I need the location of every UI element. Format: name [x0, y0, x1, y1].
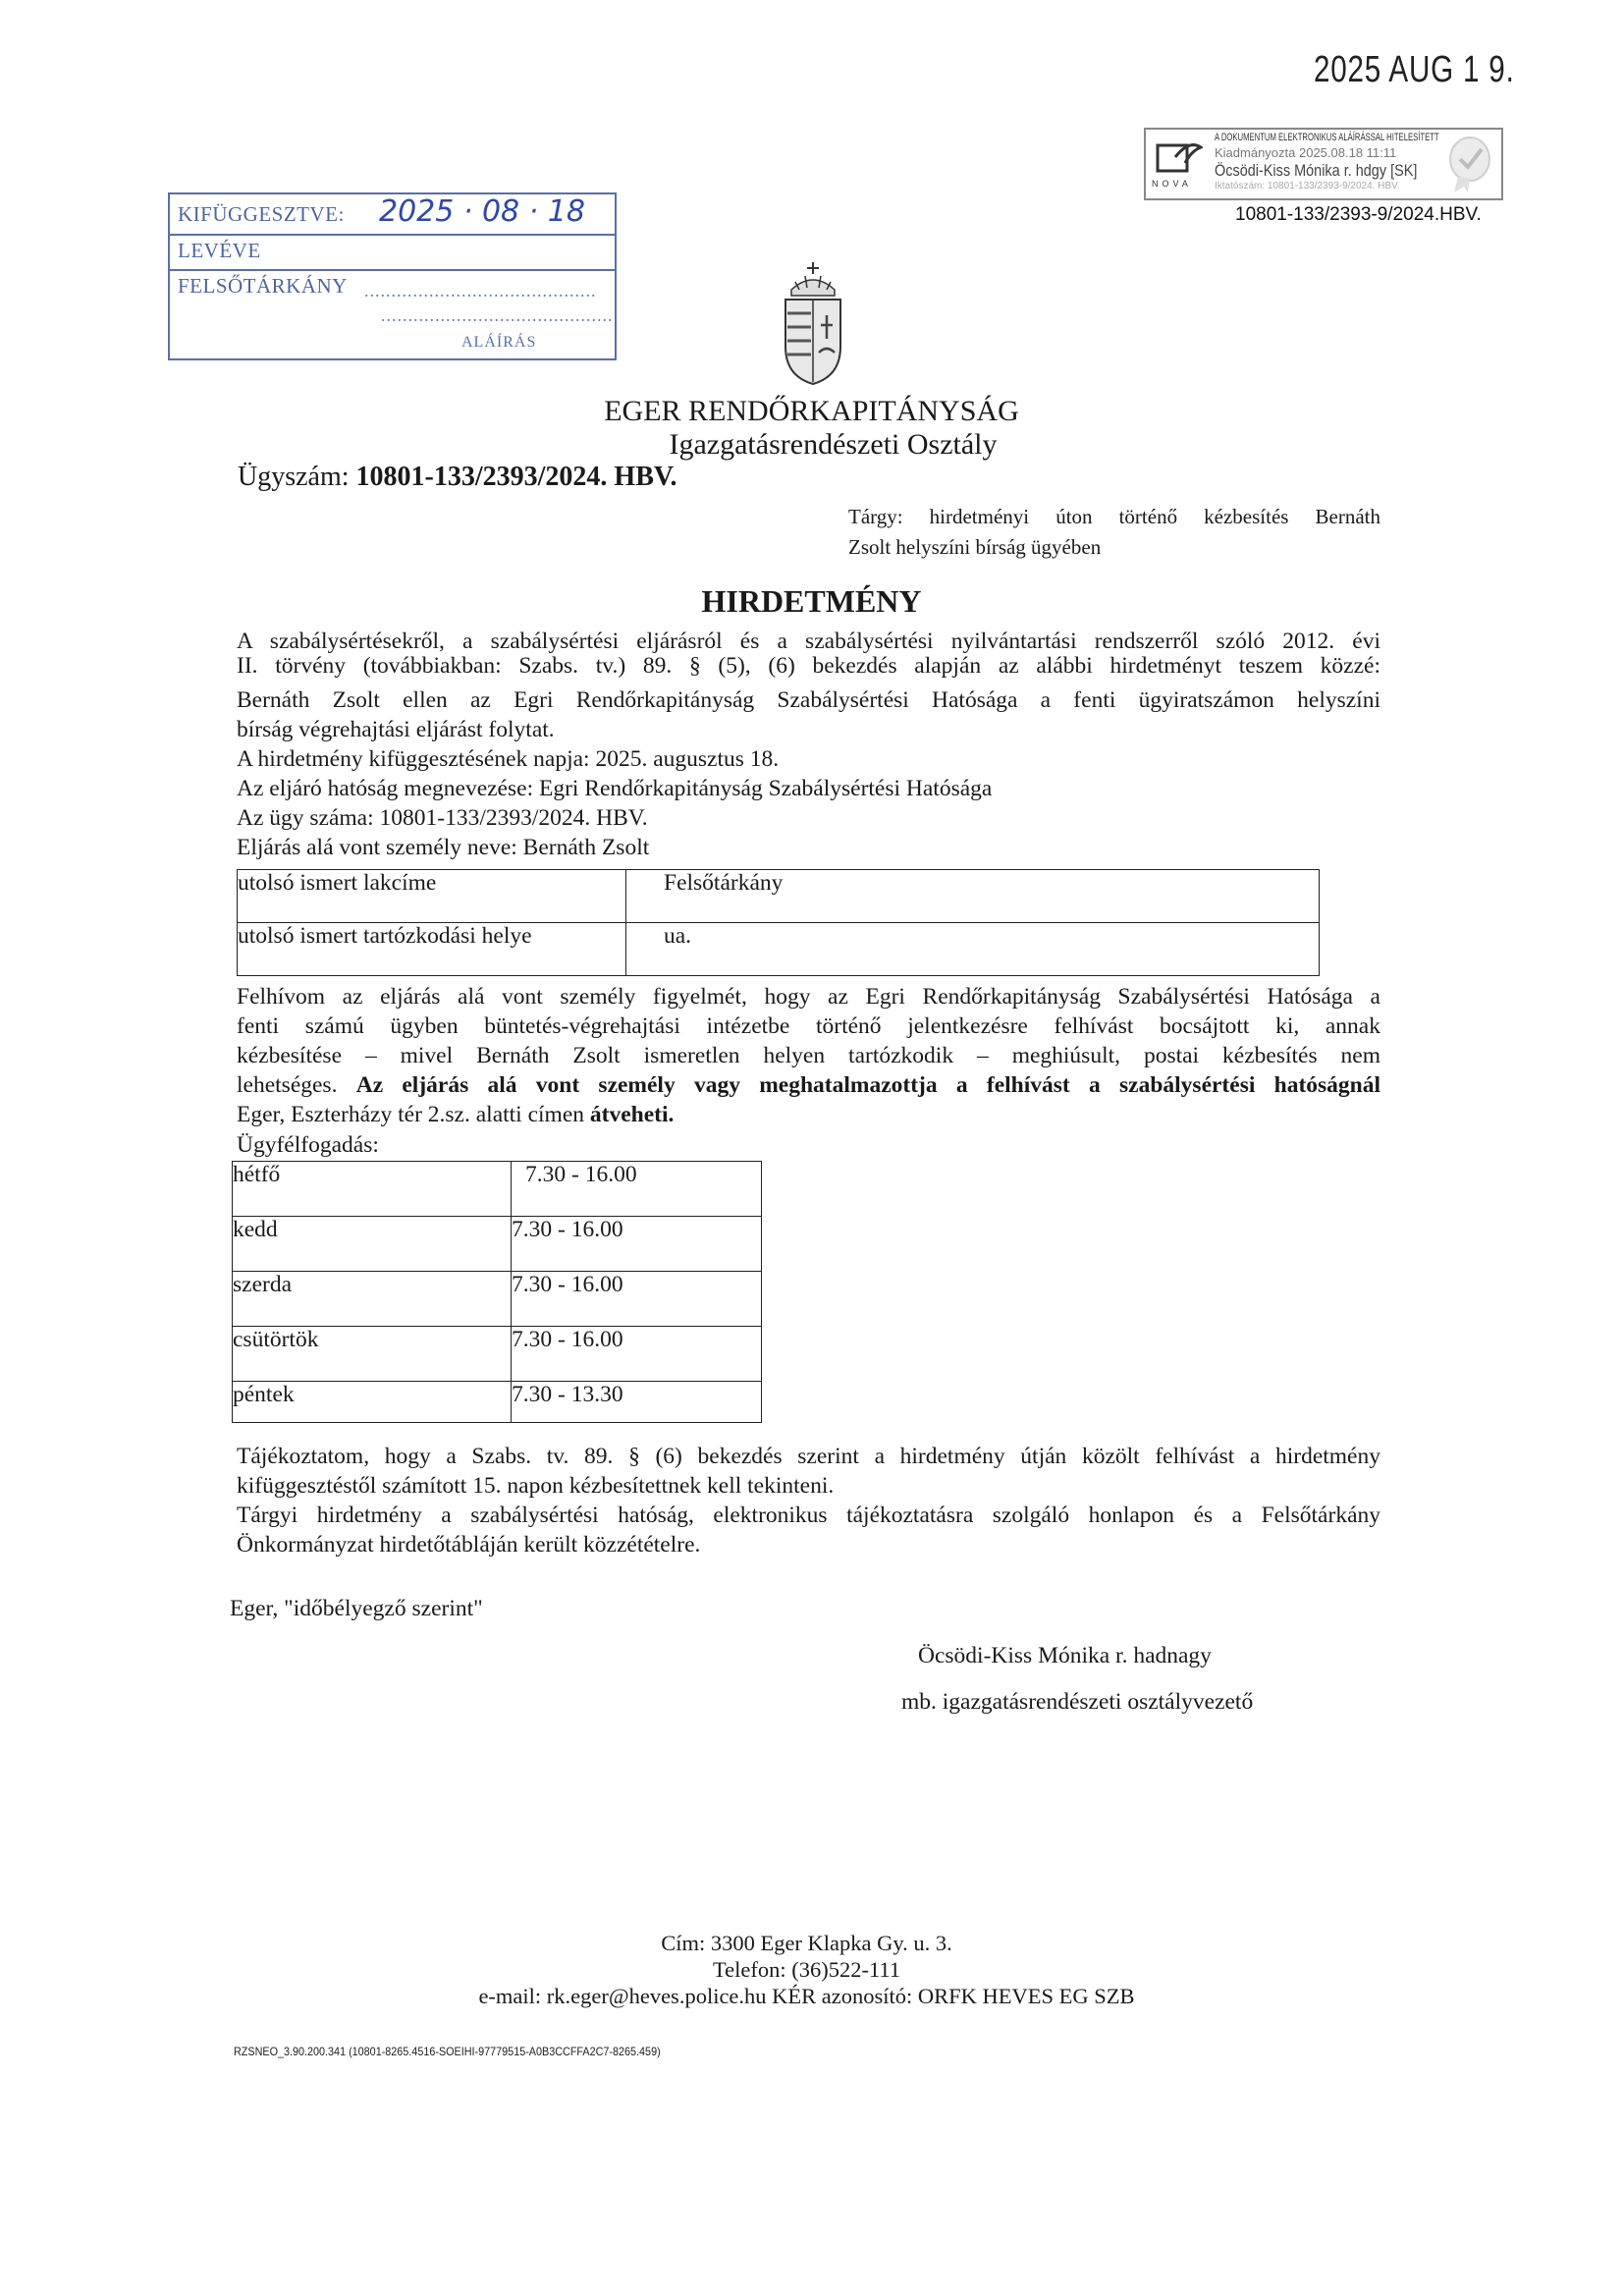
day-cell: kedd: [233, 1217, 512, 1272]
time-cell: 7.30 - 16.00: [512, 1162, 762, 1217]
notice-line-5-plain: Eger, Eszterházy tér 2.sz. alatti címen: [237, 1102, 585, 1127]
day-cell: szerda: [233, 1272, 512, 1327]
office-hours-table: [232, 1161, 762, 1423]
posting-stamp: [168, 192, 617, 360]
notice-line-4-bold: Az eljárás alá vont személy vagy meghatalmazottja a felhívást a szabálysértési hatóságnál: [355, 1072, 1381, 1098]
time-cell: 7.30 - 16.00: [512, 1217, 762, 1272]
municipality-dots: ...........................................: [364, 281, 597, 301]
document-reference-number: 10801-133/2393-9/2024.HBV.: [1235, 204, 1482, 225]
municipality-label: FELSŐTÁRKÁNY: [178, 274, 348, 298]
authority-name: Az eljáró hatóság megnevezése: Egri Rendőrkapitányság Szabálysértési Hatósága: [237, 776, 993, 801]
posting-date: A hirdetmény kifüggesztésének napja: 2025. augusztus 18.: [237, 746, 780, 772]
subject-line-1: Tárgy: hirdetményi úton történő kézbesítés Bernáth: [848, 505, 1380, 528]
table-row: [233, 1382, 762, 1423]
case-number-text: Az ügy száma: 10801-133/2393/2024. HBV.: [237, 805, 648, 831]
address-table: [237, 869, 1320, 976]
closing-line-1: Tájékoztatom, hogy a Szabs. tv. 89. § (6) bekezdés szerint a hirdetmény útján közölt felhívást a hirdetmény: [237, 1444, 1380, 1469]
subject-line-2: Zsolt helyszíni bírság ügyében: [848, 535, 1102, 559]
day-cell: hétfő: [233, 1162, 512, 1217]
signature-label: ALÁÍRÁS: [461, 334, 537, 351]
notice-line-4-plain: lehetséges.: [237, 1072, 338, 1098]
esignature-line-4: Iktatószám: 10801-133/2393-9/2024. HBV.: [1215, 181, 1400, 191]
table-row: [233, 1162, 762, 1217]
place-and-date: Eger, "időbélyegző szerint": [230, 1596, 483, 1621]
footer-address: Cím: 3300 Eger Klapka Gy. u. 3.: [661, 1931, 952, 1955]
time-cell: 7.30 - 13.30: [512, 1382, 762, 1423]
table-row: [238, 870, 1320, 923]
table-row: [233, 1272, 762, 1327]
document-id: RZSNEO_3.90.200.341 (10801-8265.4516-SOEIHI-97779515-A0B3CCFFA2C7-8265.459): [234, 2045, 661, 2058]
person-name: Eljárás alá vont személy neve: Bernáth Zsolt: [237, 835, 650, 860]
notice-line-3: kézbesítése – mivel Bernáth Zsolt ismeretlen helyen tartózkodik – meghiúsult, postai kézbesítés nem: [237, 1043, 1380, 1068]
day-cell: péntek: [233, 1382, 512, 1423]
signature-dots: ...........................................: [381, 305, 614, 325]
case-number-line: [238, 462, 676, 493]
esignature-line-2: Kiadmányozta 2025.08.18 11:11: [1215, 145, 1397, 160]
address-value-cell: Felsőtárkány: [626, 870, 1320, 923]
notice-line-4: [237, 1072, 1380, 1099]
closing-line-2: kifüggesztéstől számított 15. napon kézbesítettnek kell tekinteni.: [237, 1473, 835, 1499]
intro-line-1: A szabálysértésekről, a szabálysértési eljárásról és a szabálysértési nyilvántartási rendszerről szóló 2012. évi: [237, 629, 1380, 654]
received-date-stamp: 2025 AUG 1 9.: [1314, 49, 1515, 90]
case-number-label: Ügyszám:: [238, 462, 350, 492]
stay-value-cell: ua.: [626, 923, 1320, 976]
address-label-cell: utolsó ismert lakcíme: [238, 870, 626, 923]
intro-line-4: bírság végrehajtási eljárást folytat.: [237, 717, 555, 742]
intro-line-2: II. törvény (továbbiakban: Szabs. tv.) 89. § (5), (6) bekezdés alapján az alábbi hirdetményt teszem közzé:: [237, 653, 1380, 679]
esignature-line-1: A DOKUMENTUM ELEKTRONIKUS ALÁÍRÁSSAL HITELESÍTETT: [1215, 132, 1439, 143]
closing-line-4: Önkormányzat hirdetőtábláján került közzétételre.: [237, 1532, 701, 1558]
table-row: [233, 1217, 762, 1272]
notice-line-5: [237, 1102, 674, 1128]
closing-line-3: Tárgyi hirdetmény a szabálysértési hatóság, elektronikus tájékoztatásra szolgáló honlapon és a Felsőtárkány: [237, 1503, 1380, 1528]
department-name: Igazgatásrendészeti Osztály: [669, 428, 998, 461]
stay-label-cell: utolsó ismert tartózkodási helye: [238, 923, 626, 976]
posted-date-handwritten: 2025 · 08 · 18: [379, 194, 585, 229]
esignature-stamp: [1144, 128, 1503, 200]
footer-email: e-mail: rk.eger@heves.police.hu KÉR azonosító: ORFK HEVES EG SZB: [478, 1984, 1135, 2008]
nova-logo-icon: [1156, 137, 1203, 177]
intro-line-3: Bernáth Zsolt ellen az Egri Rendőrkapitányság Szabálysértési Hatósága a fenti ügyiratszámon helyszíni: [237, 687, 1380, 713]
time-cell: 7.30 - 16.00: [512, 1272, 762, 1327]
table-row: [233, 1327, 762, 1382]
footer-phone: Telefon: (36)522-111: [712, 1957, 901, 1982]
table-row: [238, 923, 1320, 976]
signer-position: mb. igazgatásrendészeti osztályvezető: [901, 1689, 1254, 1715]
signature-seal-icon: [1440, 134, 1495, 194]
hours-label: Ügyfélfogadás:: [237, 1132, 379, 1158]
organization-name: EGER RENDŐRKAPITÁNYSÁG: [604, 395, 1019, 427]
notice-line-5-bold: átveheti.: [589, 1102, 675, 1127]
esignature-line-3: Öcsödi-Kiss Mónika r. hdgy [SK]: [1215, 161, 1418, 180]
removed-label: LEVÉVE: [178, 239, 261, 262]
notice-line-2: fenti számú ügyben büntetés-végrehajtási intézetbe történő jelentkezésre felhívást bocsájtott ki, annak: [237, 1013, 1380, 1039]
posted-label: KIFÜGGESZTVE:: [178, 202, 345, 226]
time-cell: 7.30 - 16.00: [512, 1327, 762, 1382]
document-title: HIRDETMÉNY: [701, 583, 922, 619]
day-cell: csütörtök: [233, 1327, 512, 1382]
notice-line-1: Felhívom az eljárás alá vont személy figyelmét, hogy az Egri Rendőrkapitányság Szabálysértési Hatósága a: [237, 984, 1380, 1010]
signer-name: Öcsödi-Kiss Mónika r. hadnagy: [918, 1643, 1212, 1668]
nova-logo-word: NOVA: [1152, 179, 1192, 189]
case-number-value: 10801-133/2393/2024. HBV.: [355, 462, 677, 492]
coat-of-arms-icon: [776, 260, 850, 388]
